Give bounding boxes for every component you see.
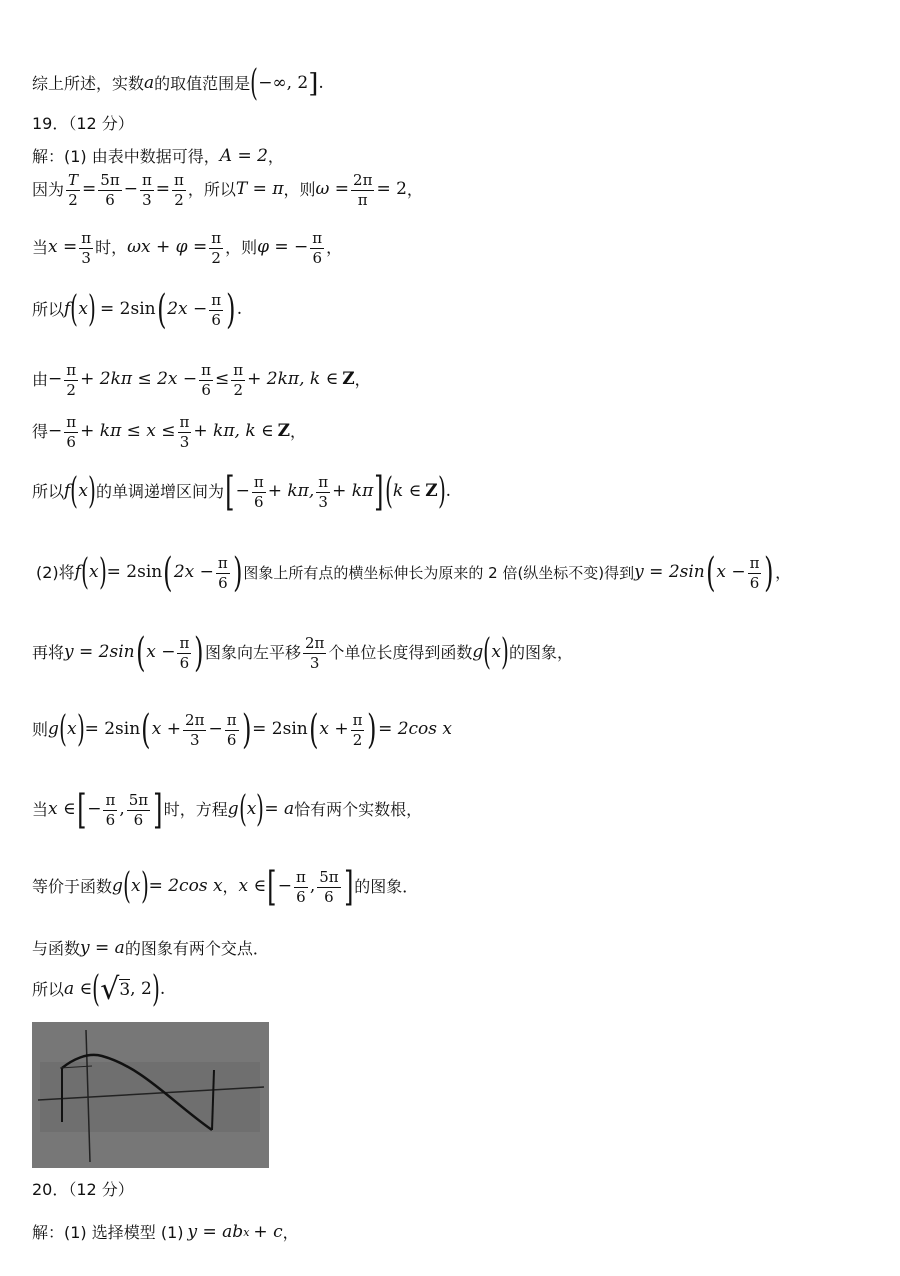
line-increasing-interval [32, 469, 452, 515]
math-token: x [66, 719, 77, 740]
math-token: = 2sin [106, 562, 163, 583]
math-token: x − [146, 642, 176, 663]
math-token: π [357, 190, 368, 209]
math-token: + c [253, 1222, 283, 1242]
math-token: f [64, 299, 71, 320]
math-token: 6 [296, 887, 306, 906]
line-part2-stretch [36, 550, 792, 596]
math-token: ，则 [283, 180, 316, 199]
math-token: 3 [119, 979, 131, 1000]
math-token: a [144, 73, 155, 94]
math-token: 所以 [32, 980, 65, 999]
fraction [351, 172, 374, 208]
fraction [79, 230, 93, 266]
line-phase [32, 230, 342, 266]
math-token: + kπ [332, 481, 374, 502]
fraction [209, 230, 223, 266]
math-token: 3 [318, 492, 328, 511]
math-symbol: ( [308, 707, 319, 753]
math-token: = [155, 179, 171, 200]
math-token: π [201, 361, 212, 379]
question-19-heading [32, 114, 134, 134]
math-token: = 2 [376, 179, 407, 200]
math-token: f [74, 562, 81, 583]
fraction [64, 362, 78, 398]
math-token: 等价于函数 [32, 877, 113, 896]
math-symbol: ) [226, 287, 236, 333]
math-token: 的图象有两个交点． [124, 938, 269, 958]
math-token: y = 2sin [64, 642, 135, 663]
fraction [225, 712, 239, 748]
line-equivalent [32, 864, 419, 910]
math-token: π [211, 291, 222, 309]
math-token: π [233, 361, 244, 379]
math-token: = 2sin [252, 719, 308, 740]
fraction [209, 292, 223, 328]
math-token: 当 [32, 238, 49, 257]
math-token: 3 [81, 248, 91, 267]
math-symbol: ( [81, 552, 89, 593]
fraction [294, 869, 308, 905]
math-token: x [78, 481, 88, 502]
math-token: y = ab [187, 1222, 244, 1242]
math-symbol: ( [156, 287, 167, 333]
math-symbol: ( [163, 550, 173, 596]
math-token: 5π [100, 171, 120, 189]
math-token: x [491, 642, 501, 663]
math-token: 2x − [173, 562, 214, 583]
math-token: 2π [185, 711, 205, 729]
line-conclusion: 综上所述，实数 a 的取值范围是 ( −∞, 2 ] . [32, 63, 324, 104]
line-a-equals-2 [32, 146, 284, 167]
math-symbol: ( [70, 289, 79, 330]
math-token: − [48, 369, 63, 390]
math-token: 得 [32, 422, 49, 441]
math-token: π [749, 554, 760, 572]
math-token: . [159, 979, 166, 1000]
line-shift [32, 630, 573, 676]
fraction [316, 474, 330, 510]
line-interval-condition [32, 787, 423, 833]
math-token: 6 [179, 653, 190, 672]
math-token: π [141, 171, 152, 189]
math-token: −∞, 2 [258, 73, 309, 94]
math-symbol: ) [88, 471, 96, 512]
math-token: 2 [68, 190, 78, 209]
math-symbol: ( [135, 630, 146, 676]
math-token: = 2sin [100, 299, 156, 320]
graph-svg [32, 1022, 269, 1168]
math-token: f [64, 481, 71, 502]
math-token: 所以 [32, 300, 65, 319]
math-token: 所以 [32, 482, 65, 501]
math-symbol: ) [764, 550, 774, 596]
math-token: x ∈ [48, 799, 76, 820]
math-symbol: ] [343, 864, 354, 910]
math-token: 6 [324, 887, 334, 906]
math-token: 解：(1) 选择模型 (1) [32, 1222, 184, 1242]
math-token: a ∈ [64, 979, 93, 1000]
math-symbol: ) [437, 471, 446, 512]
math-token: 恰有两个实数根， [294, 800, 423, 819]
math-token: − [123, 179, 138, 200]
math-token: x [89, 562, 99, 583]
math-token: 6 [66, 432, 76, 451]
fraction [317, 869, 340, 905]
math-token: 则 [32, 720, 49, 739]
math-token: 时， [95, 238, 128, 257]
math-token: = 2sin [84, 719, 141, 740]
math-token: π [312, 229, 323, 247]
math-token: 2 [66, 380, 76, 399]
math-token: ， [326, 238, 343, 257]
math-symbol: ( [141, 707, 151, 753]
math-symbol: [ [76, 787, 87, 833]
math-token: π [105, 791, 116, 809]
math-token: φ = − [257, 237, 309, 258]
fraction [216, 555, 230, 591]
math-token: 6 [254, 492, 264, 511]
math-token: Z [425, 481, 438, 502]
fraction [140, 172, 154, 208]
math-token: g [227, 799, 239, 820]
math-token: , [119, 799, 125, 820]
question-20-heading [32, 1180, 134, 1200]
math-token: 2x − [167, 299, 208, 320]
math-token: Z [342, 369, 355, 390]
math-token: = 2cos x [378, 719, 452, 740]
photo-noise [40, 1062, 260, 1132]
math-token: x [78, 299, 88, 320]
math-token: g [472, 642, 484, 663]
math-symbol: ) [194, 630, 204, 676]
math-token: 6 [312, 248, 322, 267]
math-token: ， [290, 422, 307, 441]
math-symbol: ) [151, 969, 160, 1010]
math-symbol: ( [705, 550, 716, 596]
fraction [172, 172, 186, 208]
math-token: + kπ, k ∈ [193, 421, 274, 442]
math-token: 5π [128, 791, 149, 809]
math-symbol: ) [140, 866, 149, 907]
math-token: 的取值范围是 [154, 74, 251, 93]
math-token: = a [264, 799, 295, 820]
math-token: T [68, 171, 79, 189]
math-token: 时，方程 [163, 800, 228, 819]
math-token: 6 [105, 190, 115, 209]
math-symbol: ( [250, 63, 259, 104]
math-token: 3 [179, 432, 190, 451]
math-token: − [87, 799, 102, 820]
math-symbol: ( [70, 471, 79, 512]
math-token: 6 [133, 810, 144, 829]
math-token: 综上所述，实数 [32, 74, 145, 93]
math-token: x [243, 1225, 250, 1239]
math-symbol: ( [483, 632, 492, 673]
fraction [103, 792, 117, 828]
math-token: ，则 [225, 238, 258, 257]
fraction [66, 172, 80, 208]
math-token: + 2kπ, k ∈ [247, 369, 339, 390]
fraction [303, 635, 326, 671]
math-token: x [130, 876, 141, 897]
math-token: 当 [32, 800, 49, 819]
line-inequality-2 [32, 414, 306, 450]
math-token: = 2cos x [148, 876, 223, 897]
fraction [64, 414, 78, 450]
math-symbol: ] [374, 469, 384, 515]
math-token: π [217, 554, 228, 572]
math-token: π [352, 711, 363, 729]
math-token: − [235, 481, 250, 502]
math-token: ω = [315, 179, 350, 200]
math-symbol: ( [238, 789, 247, 830]
math-token: 6 [105, 810, 116, 829]
math-token: T = π [235, 179, 284, 200]
fraction [98, 172, 121, 208]
math-token: , [309, 876, 316, 897]
fraction [127, 792, 150, 828]
math-token: 因为 [32, 180, 65, 199]
math-token: x + [151, 719, 182, 740]
cosine-graph-photo [32, 1022, 269, 1168]
math-token: x = [48, 237, 78, 258]
math-token: 2 [233, 380, 243, 399]
math-token: y = a [80, 938, 125, 958]
math-token: − [277, 876, 292, 897]
math-token: 6 [201, 380, 211, 399]
math-token: π [179, 413, 190, 431]
math-token: 3 [142, 190, 152, 209]
math-token: π [318, 473, 329, 491]
fraction [178, 414, 192, 450]
math-token: 2 [211, 248, 221, 267]
math-token: 的单调递增区间为 [96, 482, 225, 501]
math-token: g [112, 876, 123, 897]
math-token: π [295, 868, 306, 886]
math-token: π [179, 634, 190, 652]
math-token: 6 [226, 730, 237, 749]
math-token: ， [282, 1222, 299, 1242]
math-token: x [246, 799, 257, 820]
math-symbol: ( [123, 866, 131, 907]
math-symbol: ) [367, 707, 377, 753]
math-token: ωx + φ = [127, 237, 208, 258]
math-token: π [226, 711, 237, 729]
math-token: x ∈ [238, 876, 267, 897]
math-token: ， [354, 370, 371, 389]
math-token: . [445, 481, 452, 502]
math-token: 的图象， [508, 643, 573, 662]
math-token: 3 [309, 653, 320, 672]
math-token: 2 [174, 190, 184, 209]
math-token: 与函数 [32, 938, 81, 958]
math-symbol: ( [385, 471, 393, 512]
math-token: 2 [352, 730, 363, 749]
line-period [32, 172, 423, 208]
math-token: π [66, 413, 77, 431]
math-token: π [81, 229, 92, 247]
math-token: . [318, 73, 324, 94]
math-token: 的图象． [354, 877, 419, 896]
math-token: 2π [304, 634, 325, 652]
math-token: . [236, 299, 243, 320]
math-token: x + [319, 719, 349, 740]
math-token: π [174, 171, 184, 189]
math-token: ， [222, 877, 239, 896]
math-symbol: ( [59, 709, 67, 750]
math-token: 6 [211, 310, 221, 329]
math-token: = [82, 179, 97, 200]
line-f-formula [32, 287, 243, 333]
fraction [310, 230, 324, 266]
math-token: ， [406, 180, 423, 199]
math-token: 图象上所有点的横坐标伸长为原来的 2 倍(纵坐标不变)得到 [243, 563, 635, 582]
math-token: 图象向左平移 [204, 643, 301, 662]
math-symbol: ) [241, 707, 252, 753]
line-inequality-1 [32, 362, 371, 398]
math-symbol: [ [225, 469, 235, 515]
math-token: g [48, 719, 59, 740]
math-token: 解：(1) 由表中数据可得， [32, 146, 220, 166]
fraction [183, 712, 206, 748]
math-symbol: ) [88, 289, 96, 330]
line-two-intersections [32, 938, 269, 959]
math-symbol: ( [92, 969, 101, 1010]
math-token: 3 [189, 730, 200, 749]
math-symbol: ] [153, 787, 163, 833]
line-answer-range [32, 969, 166, 1010]
math-token: π [66, 361, 77, 379]
math-token: 由 [32, 370, 49, 389]
math-token: + 2kπ ≤ 2x − [80, 369, 198, 390]
math-token: y = 2sin [634, 562, 705, 583]
math-token: − [48, 421, 63, 442]
math-symbol: ) [76, 709, 85, 750]
fraction [231, 362, 245, 398]
math-token: π [253, 473, 264, 491]
fraction [748, 555, 762, 591]
math-token: 6 [218, 573, 228, 592]
math-token: 5π [319, 868, 339, 886]
math-token: π [211, 229, 222, 247]
math-token: Z [277, 421, 291, 442]
line-g-formula [32, 707, 452, 753]
fraction [351, 712, 365, 748]
fraction [199, 362, 213, 398]
math-token: 2π [353, 171, 373, 189]
math-token: − [208, 719, 223, 740]
math-symbol: √ [100, 972, 120, 1007]
math-token: , 2 [130, 979, 152, 1000]
math-symbol: ) [256, 789, 265, 830]
math-token: 个单位长度得到函数 [328, 643, 473, 662]
math-token: x − [716, 562, 746, 583]
math-token: ， [775, 563, 792, 582]
math-symbol: ) [98, 552, 107, 593]
math-token: ，所以 [187, 180, 236, 199]
math-token: + kπ ≤ x ≤ [80, 421, 176, 442]
math-token: ， [267, 146, 284, 166]
math-symbol: ) [232, 550, 243, 596]
math-symbol: ) [501, 632, 509, 673]
math-token: 再将 [32, 643, 65, 662]
math-token: 20．（12 分） [32, 1180, 134, 1199]
math-token: k ∈ [392, 481, 422, 502]
fraction [177, 635, 191, 671]
math-token: A = 2 [219, 146, 268, 166]
math-token: 19．（12 分） [32, 114, 134, 133]
fraction [252, 474, 266, 510]
math-token: + kπ, [267, 481, 315, 502]
math-token: 6 [749, 573, 760, 592]
line-model-choice [32, 1222, 299, 1243]
math-symbol: [ [267, 864, 277, 910]
math-token: (2)将 [36, 563, 75, 582]
math-token: ≤ [215, 369, 230, 390]
